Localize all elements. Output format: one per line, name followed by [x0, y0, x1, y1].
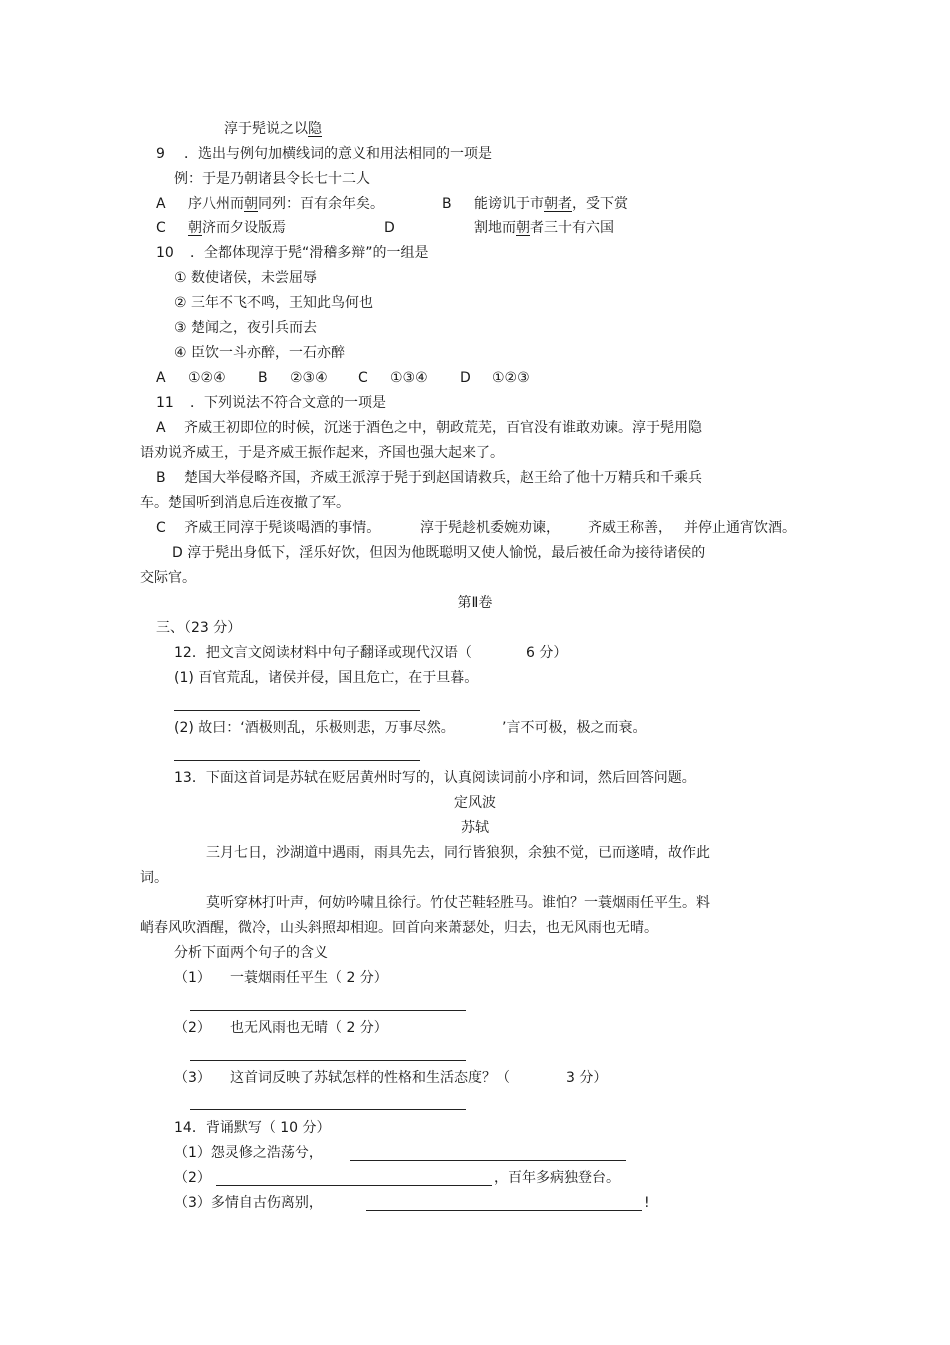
q12-sentence-1: (1) 百官荒乱，诸侯并侵，国且危亡，在于旦暮。 [174, 670, 479, 686]
q9-option-d: 割地而朝者三十有六国 [474, 220, 614, 236]
underlined-word: 隐 [308, 121, 322, 137]
q13-answer-line-2 [190, 1060, 466, 1061]
q11-option-b-line1: B 楚国大举侵略齐国，齐威王派淳于髡于到赵国请救兵，赵王给了他十万精兵和千乘兵 [156, 470, 703, 486]
q14-line-1: （1）怨灵修之浩荡兮， [174, 1145, 323, 1161]
q14-blank-2 [216, 1185, 492, 1186]
q10-option-d-letter: D [460, 370, 471, 386]
poem-text-line2: 峭春风吹酒醒，微冷，山头斜照却相迎。回首向来萧瑟处，归去，也无风雨也无晴。 [140, 920, 658, 936]
q9-option-b: 能谤讥于市朝者，受下赏 [474, 196, 628, 212]
q10-option-b-letter: B [258, 370, 268, 386]
q13-sub2-number: （2） [174, 1020, 211, 1036]
q13-stem: 13．下面这首词是苏轼在贬居黄州时写的，认真阅读词前小序和词，然后回答问题。 [174, 770, 696, 786]
q13-instruction: 分析下面两个句子的含义 [174, 945, 328, 961]
q9-option-a-letter: A [156, 196, 166, 212]
q13-sub2-text: 也无风雨也无晴（ 2 分） [230, 1020, 388, 1036]
q10-item-1: ① 数使诸侯，未尝屈辱 [174, 270, 318, 286]
section-three-heading: 三、（23 分） [156, 620, 242, 636]
q9-stem: ．选出与例句加横线词的意义和用法相同的一项是 [184, 146, 492, 162]
q11-option-b-line2: 车。楚国听到消息后连夜撤了军。 [140, 495, 350, 511]
q11-option-c-part4: 并停止通宵饮酒。 [684, 520, 796, 536]
q14-blank-3 [366, 1210, 642, 1211]
q11-option-d-line2: 交际官。 [140, 570, 196, 586]
q11-option-d-line1: D 淳于髡出身低下，淫乐好饮，但因为他既聪明又使人愉悦，最后被任命为接待诸侯的 [172, 545, 706, 561]
q10-stem: ．全都体现淳于髡“滑稽多辩”的一组是 [190, 245, 429, 261]
q10-option-d: ①②③ [492, 370, 530, 386]
q9-example: 例：于是乃朝诸县令长七十二人 [174, 171, 370, 187]
q9-option-d-letter: D [384, 220, 395, 236]
q10-item-2: ② 三年不飞不鸣，王知此鸟何也 [174, 295, 374, 311]
q9-option-b-letter: B [442, 196, 452, 212]
q10-option-a: ①②④ [188, 370, 226, 386]
q9-option-a: 序八州而朝同列：百有余年矣。 [188, 196, 384, 212]
q12-sentence-2b: ’言不可极，极之而衰。 [502, 720, 647, 736]
q10-option-a-letter: A [156, 370, 166, 386]
q11-option-c-part1: C 齐威王同淳于髡谈喝酒的事情。 [156, 520, 381, 536]
q14-blank-1 [350, 1160, 626, 1161]
poem-text-line1: 莫听穿林打叶声，何妨吟啸且徐行。竹仗芒鞋轻胜马。谁怕？一蓑烟雨任平生。料 [206, 895, 710, 911]
q10-item-4: ④ 臣饮一斗亦醉，一石亦醉 [174, 345, 346, 361]
q12-score: 6 分） [526, 645, 568, 661]
poem-preface-line2: 词。 [140, 870, 168, 886]
q14-line-2-text: ，百年多病独登台。 [494, 1170, 620, 1186]
q12-sentence-2a: (2) 故曰：‘酒极则乱，乐极则悲，万事尽然。 [174, 720, 455, 736]
poem-preface-line1: 三月七日，沙湖道中遇雨，雨具先去，同行皆狼狈，余独不觉，已而遂晴，故作此 [206, 845, 710, 861]
poem-title: 定风波 [454, 795, 496, 811]
q13-answer-line-1 [190, 1010, 466, 1011]
q13-sub3-number: （3） [174, 1070, 211, 1086]
q12-answer-line-2 [174, 760, 420, 761]
q11-stem: ．下列说法不符合文意的一项是 [190, 395, 386, 411]
q9-option-c: 朝济而夕设版焉 [188, 220, 286, 236]
q14-stem: 14．背诵默写（ 10 分） [174, 1120, 331, 1136]
q11-option-a-line2: 语劝说齐威王，于是齐威王振作起来，齐国也强大起来了。 [140, 445, 504, 461]
q14-line-2-number: （2） [174, 1170, 211, 1186]
q10-item-3: ③ 楚闻之，夜引兵而去 [174, 320, 318, 336]
q13-sub1-text: 一蓑烟雨任平生（ 2 分） [230, 970, 388, 986]
q9-number: 9 [156, 146, 165, 162]
q11-option-a-line1: A 齐威王初即位的时候，沉迷于酒色之中，朝政荒芜，百官没有谁敢劝谏。淳于髡用隐 [156, 420, 703, 436]
q14-line-3-end: ! [644, 1195, 650, 1211]
q11-option-c-part2: 淳于髡趁机委婉劝谏， [420, 520, 560, 536]
q9-option-c-letter: C [156, 220, 166, 236]
q12-stem: 12．把文言文阅读材料中句子翻译或现代汉语（ [174, 645, 472, 661]
q10-option-c-letter: C [358, 370, 368, 386]
q10-option-c: ①③④ [390, 370, 428, 386]
q8-tail-line: 淳于髡说之以隐 [224, 121, 322, 137]
q13-answer-line-3 [190, 1109, 466, 1110]
poem-author: 苏轼 [461, 820, 489, 836]
part-two-heading: 第Ⅱ卷 [457, 595, 493, 611]
q13-sub1-number: （1） [174, 970, 211, 986]
q11-option-c-part3: 齐威王称善， [588, 520, 672, 536]
q13-sub3-text: 这首词反映了苏轼怎样的性格和生活态度？（ [230, 1070, 510, 1086]
q12-answer-line-1 [174, 710, 420, 711]
q10-option-b: ②③④ [290, 370, 328, 386]
q13-sub3-score: 3 分） [566, 1070, 608, 1086]
q11-number: 11 [156, 395, 174, 411]
q10-number: 10 [156, 245, 174, 261]
q14-line-3: （3）多情自古伤离别， [174, 1195, 323, 1211]
